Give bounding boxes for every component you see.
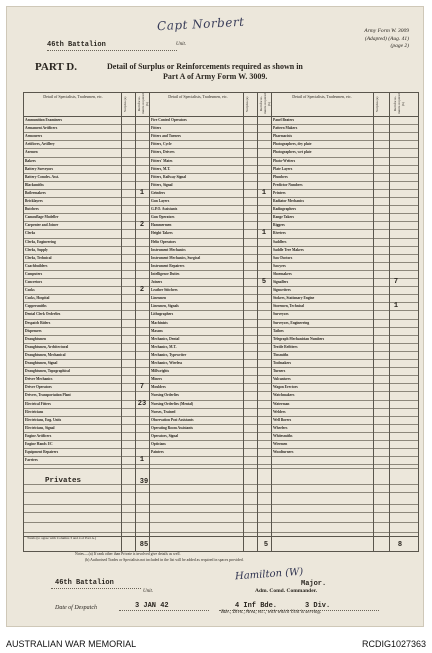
column-rule xyxy=(243,92,244,551)
footer-rank: Major. xyxy=(301,580,327,588)
specialist-label: Tailors xyxy=(273,328,284,333)
specialist-label: Waterman xyxy=(273,401,290,406)
specialist-label: Wiremen xyxy=(273,442,288,446)
column-rule xyxy=(121,92,122,551)
specialist-label: Signwriters xyxy=(273,288,291,293)
specialist-label: Observation Post Assistants xyxy=(151,417,194,422)
specialist-label: Surveyors xyxy=(273,312,289,317)
specialist-label: Saddle Tree Makers xyxy=(273,247,304,252)
col-header-surplus: Surplus (a) xyxy=(375,96,379,112)
specialist-label: Well Borers xyxy=(273,417,292,422)
col-header-specialists: Detail of Specialists, Tradesmen, etc. xyxy=(43,94,103,99)
specialist-label: Battery Surveyors xyxy=(25,166,54,171)
specialist-label: Saddlers xyxy=(273,239,287,244)
specialists-table xyxy=(23,92,419,552)
specialist-label: Machinists xyxy=(151,320,168,325)
specialist-label: Photographers, dry plate xyxy=(273,142,312,147)
row-rule xyxy=(23,532,419,533)
col-header-reinforcements: Reinforce-ments required (b) xyxy=(393,93,405,115)
reinforcement-value: 2 xyxy=(139,286,145,295)
specialist-label: Despatch Riders xyxy=(25,320,51,325)
reinforcement-value: 5 xyxy=(261,278,267,286)
specialist-label: Riveters xyxy=(273,231,286,236)
specialist-label: Clerks, Technical xyxy=(25,255,52,260)
specialist-label: Woodturners xyxy=(273,450,294,455)
specialist-label: Electricians, Signal xyxy=(25,425,55,430)
row-rule xyxy=(23,464,419,465)
specialist-label: Printers xyxy=(273,190,286,195)
specialist-label: Fitters, Cycle xyxy=(151,142,172,147)
col-header-surplus: Surplus (a) xyxy=(245,96,249,112)
specialist-label: Signallers xyxy=(273,280,289,284)
specialist-label: Vulcanisers xyxy=(273,377,291,382)
specialist-label: Stokers, Stationary Engine xyxy=(273,296,315,301)
specialist-label: Fitters, Drivers xyxy=(151,150,175,155)
col-header-reinforcements: Reinforce-ments required (b) xyxy=(259,93,271,115)
specialist-label: Predictor Numbers xyxy=(273,182,303,187)
footer-location-label: Bde., Divn., Area, etc., with which Unit is serving. xyxy=(221,610,322,615)
specialist-label: Joiners xyxy=(151,280,163,284)
specialist-label: Panel Beaters xyxy=(273,118,295,122)
specialist-label: Artificers, Artillery xyxy=(25,142,55,147)
signature: Hamilton (W) xyxy=(234,566,304,583)
specialist-label: Equipment Repairers xyxy=(25,450,59,455)
specialist-label: Watchmakers xyxy=(273,393,295,398)
reinforcement-value: 1 xyxy=(393,302,399,311)
specialist-label: Textile Refitters xyxy=(273,344,298,349)
specialist-label: Fitters' Mates xyxy=(151,158,173,163)
specialist-label: Camouflage Modeller xyxy=(25,215,59,220)
archive-id: RCDIG1027363 xyxy=(361,639,426,649)
specialist-label: G.P.O. Assistants xyxy=(151,207,178,212)
unit-field xyxy=(47,41,187,49)
specialist-label: Dental Clerk Orderlies xyxy=(25,312,61,317)
specialist-label: Shoemakers xyxy=(273,271,292,276)
specialist-label: Blacksmiths xyxy=(25,182,44,187)
row-rule xyxy=(23,512,419,513)
total-col1: 85 xyxy=(139,541,149,549)
specialist-label: Intelligence Duties xyxy=(151,271,180,276)
specialist-label: Bricklayers xyxy=(25,199,43,203)
specialist-label: Helio Operators xyxy=(151,239,176,244)
reinforcement-value: 1 xyxy=(139,188,145,197)
specialist-label: Computers xyxy=(25,271,43,276)
specialist-label: Millwrights xyxy=(151,369,169,374)
specialist-label: Fitters and Turners xyxy=(151,134,181,139)
column-rule xyxy=(257,92,258,551)
form-sheet xyxy=(6,6,424,627)
privates-value: 39 xyxy=(139,478,149,486)
specialist-label: Welders xyxy=(273,409,286,414)
specialist-label: Drivers, Transportation Plant xyxy=(25,393,71,398)
specialist-label: Driver Mechanics xyxy=(25,377,53,382)
specialist-label: Mechanics, Typewriter xyxy=(151,352,187,357)
total-col2: 5 xyxy=(263,541,269,549)
specialist-label: Clerks, Engineering xyxy=(25,239,56,244)
specialist-label: Pattern Makers xyxy=(273,126,298,131)
specialist-label: Sawyers xyxy=(273,263,286,268)
specialist-label: Nursing Orderlies (Mental) xyxy=(151,401,194,406)
specialist-label: Battery Comdrs. Asst. xyxy=(25,174,59,179)
row-rule xyxy=(23,468,419,469)
specialist-label: Plumbers xyxy=(273,174,288,179)
specialist-label: Boilermakers xyxy=(25,190,46,195)
specialist-label: Instrument Repairers xyxy=(151,263,185,268)
specialist-label: Driver Operators xyxy=(25,385,52,390)
specialist-label: Saw Doctors xyxy=(273,255,293,260)
footer-unit-label: Unit. xyxy=(143,589,154,594)
specialist-label: Butchers xyxy=(25,207,39,212)
specialist-label: Operators, Signal xyxy=(151,433,179,438)
heading-line: Detail of Surplus or Reinforcements required as shown in xyxy=(107,62,303,71)
specialist-label: Pharmacists xyxy=(273,134,292,139)
specialist-label: Electricians, Eng. Units xyxy=(25,417,62,422)
specialist-label: Fitters xyxy=(151,126,162,131)
totals-label: Totals (to agree with Columns 3 and 4 of Part A.) xyxy=(27,536,97,540)
privates-label: Privates xyxy=(45,477,82,485)
table-border xyxy=(23,92,419,93)
specialist-label: Whitesmiths xyxy=(273,433,293,438)
specialist-label: Dispensers xyxy=(25,328,42,333)
specialist-label: Operating Room Assistants xyxy=(151,425,193,430)
column-rule xyxy=(418,92,419,551)
footer-division: 3 Div. xyxy=(305,602,331,610)
footer-unit-line xyxy=(51,588,141,589)
totals-rule xyxy=(23,536,419,537)
reinforcement-value: 1 xyxy=(261,229,267,238)
specialist-label: Fire Control Operators xyxy=(151,118,187,122)
row-rule xyxy=(23,484,419,485)
specialist-label: Engine Artificers xyxy=(25,433,52,438)
row-rule xyxy=(23,492,419,493)
specialist-label: Grinders xyxy=(151,190,165,195)
column-rule xyxy=(149,92,150,551)
specialist-label: Storemen, Technical xyxy=(273,304,305,309)
column-rule xyxy=(271,92,272,551)
specialist-label: Telegraph Mechanician Numbers xyxy=(273,336,325,341)
reinforcement-value: 1 xyxy=(139,456,145,465)
despatch-date: 3 JAN 42 xyxy=(135,602,169,610)
specialist-label: Fitters, M.T. xyxy=(151,166,171,171)
specialist-label: Gun Layers xyxy=(151,199,170,203)
note-a: Notes.—(a) If rank other than Private is involved give details as well. xyxy=(75,552,181,556)
reinforcement-value: 1 xyxy=(261,188,267,197)
specialist-label: Clerks, Supply xyxy=(25,247,48,252)
specialist-label: Toolmakers xyxy=(273,361,292,365)
col-header-specialists: Detail of Specialists, Tradesmen, etc. xyxy=(168,94,228,99)
specialist-label: Linesmen xyxy=(151,296,166,301)
specialist-label: Opticians xyxy=(151,442,166,446)
specialist-label: Cooks xyxy=(25,288,35,293)
row-rule xyxy=(23,504,419,505)
specialist-label: Draughtsmen, Mechanical xyxy=(25,352,66,357)
specialist-label: Coachbuilders xyxy=(25,263,48,268)
date-line xyxy=(119,610,209,611)
specialist-label: Electrical Fitters xyxy=(25,401,51,406)
specialist-label: Engine Hands I/C xyxy=(25,442,53,446)
specialist-label: Linesmen, Signals xyxy=(151,304,179,309)
specialist-label: Clerks xyxy=(25,231,36,236)
footer-rank-label: Adm. Comd. Commander. xyxy=(255,588,317,594)
specialist-label: Carpenter and Joiner xyxy=(25,223,59,228)
specialist-label: Concretors xyxy=(25,280,43,284)
specialist-label: Tinsmiths xyxy=(273,352,289,357)
form-ref-line: Army Form W. 3009 xyxy=(364,28,409,34)
specialist-label: Height Takers xyxy=(151,231,173,236)
specialist-label: Electricians xyxy=(25,409,44,414)
specialist-label: Nursing Orderlies xyxy=(151,393,179,398)
specialist-label: Draughtsmen, Signal xyxy=(25,361,58,365)
form-ref-line: (Adapted) (Aug. 41) xyxy=(364,35,409,42)
reinforcement-value: 2 xyxy=(139,221,145,230)
col-header-specialists: Detail of Specialists, Tradesmen, etc. xyxy=(292,94,352,99)
unit-label: Unit. xyxy=(176,42,187,47)
col-header-surplus: Surplus (a) xyxy=(123,96,127,112)
specialist-label: Leather Stitchers xyxy=(151,288,178,293)
specialist-label: Plate Layers xyxy=(273,166,293,171)
specialist-label: Fitters, Railway Signal xyxy=(151,174,187,179)
specialist-label: Riggers xyxy=(273,223,285,228)
specialist-label: Mechanics, Dental xyxy=(151,336,180,341)
specialist-label: Radiator Mechanics xyxy=(273,199,304,203)
reinforcement-value: 23 xyxy=(137,399,147,408)
despatch-date-label: Date of Despatch xyxy=(55,605,97,611)
form-heading xyxy=(107,62,303,82)
specialist-label: Ammunition Examiners xyxy=(25,118,63,122)
specialist-label: Radiographers xyxy=(273,207,296,212)
specialist-label: Farriers xyxy=(25,458,38,463)
specialist-label: Draughtsmen, Topographical xyxy=(25,369,70,374)
archive-name: AUSTRALIAN WAR MEMORIAL xyxy=(6,639,137,649)
specialist-label: Mechanics, Wireless xyxy=(151,361,183,365)
specialist-label: Cooks, Hospital xyxy=(25,296,50,301)
specialist-label: Masons xyxy=(151,328,163,333)
specialist-label: Miners xyxy=(151,377,162,382)
handwritten-annotation: Capt Norbert xyxy=(156,14,245,34)
specialist-label: Axemen xyxy=(25,150,38,155)
specialist-label: Lithographers xyxy=(151,312,174,317)
specialist-label: Draughtsmen, Architectural xyxy=(25,344,69,349)
footer-unit: 46th Battalion xyxy=(55,579,114,587)
heading-line: Part A of Army Form W. 3009. xyxy=(163,72,268,81)
specialist-label: Surveyors, Engineering xyxy=(273,320,310,325)
specialist-label: Nurses, Trained xyxy=(151,409,176,414)
specialist-label: Instrument Mechanics xyxy=(151,247,186,252)
specialist-label: Coppersmiths xyxy=(25,304,47,309)
specialist-label: Fitters, Signal xyxy=(151,182,173,187)
specialist-label: Armourers xyxy=(25,134,43,139)
specialist-label: Range Takers xyxy=(273,215,295,220)
reinforcement-value: 7 xyxy=(139,383,145,392)
specialist-label: Hammermen xyxy=(151,223,172,228)
specialist-label: Armament Artificers xyxy=(25,126,58,131)
row-rule xyxy=(23,522,419,523)
col-header-reinforcements: Reinforce-ments required (b) xyxy=(137,93,149,115)
specialist-label: Instrument Mechanics, Surgical xyxy=(151,255,201,260)
specialist-label: Photo-Writers xyxy=(273,158,296,163)
form-ref-line: (page 2) xyxy=(390,43,409,49)
specialist-label: Photographers, wet plate xyxy=(273,150,312,155)
specialist-label: Wheelers xyxy=(273,425,288,430)
specialist-label: Mechanics, M.T. xyxy=(151,344,177,349)
part-title: PART D. xyxy=(35,61,77,73)
note-b: (b) Authorised Trades or Specialists not included in the list will be added as required in spaces provided. xyxy=(85,558,244,562)
specialist-label: Moulders xyxy=(151,385,166,390)
archive-banner xyxy=(0,635,432,653)
column-rule xyxy=(135,92,136,551)
column-rule xyxy=(373,92,374,551)
specialist-label: Turners xyxy=(273,369,286,374)
column-rule xyxy=(23,92,24,551)
specialist-label: Painters xyxy=(151,450,164,455)
specialist-label: Gun Operators xyxy=(151,215,175,220)
specialist-label: Draughtsmen xyxy=(25,336,46,341)
specialist-label: Wagon Erectors xyxy=(273,385,298,390)
form-reference xyxy=(364,28,409,51)
specialist-label: Bakers xyxy=(25,158,36,163)
reinforcement-value: 7 xyxy=(393,278,399,286)
unit-value: 46th Battalion xyxy=(47,41,106,49)
total-col3: 8 xyxy=(397,541,403,549)
footer-brigade: 4 Inf Bde. xyxy=(235,602,278,610)
unit-dotted-line xyxy=(47,50,177,51)
column-rule xyxy=(389,92,390,551)
